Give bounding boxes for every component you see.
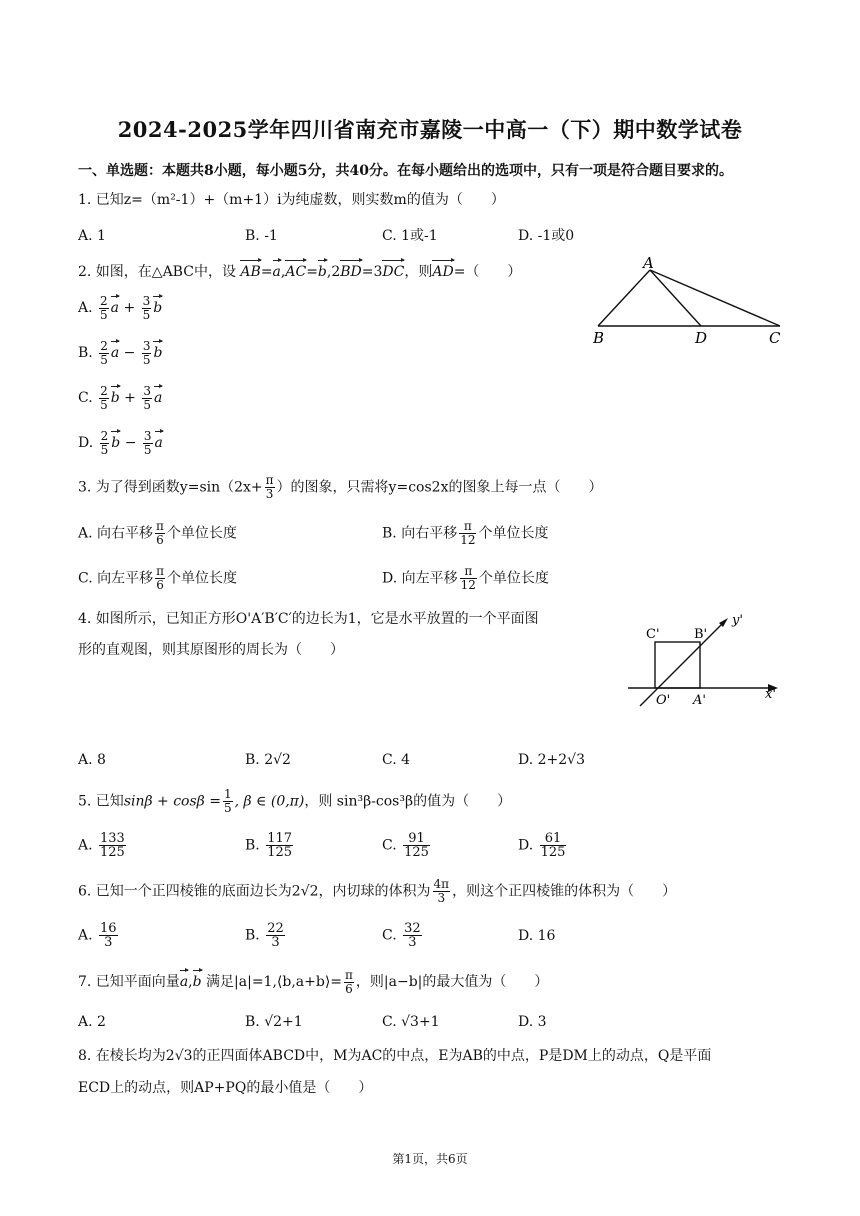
q4-option-a: A. 8 — [78, 752, 106, 768]
q1-option-d: D. -1或0 — [518, 228, 575, 244]
q6-stem: 6. 已知一个正四棱锥的底面边长为2√2，内切球的体积为 $\frac{4\pi}{3}$ ，则这个正四棱锥的体积为（ ） — [78, 877, 677, 905]
square-figure — [620, 606, 790, 716]
q7-option-d: D. 3 — [518, 1014, 547, 1030]
q3-option-a: A. 向右平移 $\frac{\pi}{6}$ 个单位长度 — [78, 519, 237, 547]
q7-option-b: B. √2+1 — [245, 1014, 303, 1030]
q1-option-a: A. 1 — [78, 228, 106, 244]
q5-option-b: B. $\frac{117}{125}$ — [245, 831, 293, 860]
q4-stem-line2: 形的直观图，则其原图形的周长为（ ） — [78, 642, 344, 658]
q8-stem-line1: 8. 在棱长均为2√3的正四面体ABCD中，M为AC的中点，E为AB的中点，P是DM上的动点，Q是平面 — [78, 1048, 712, 1064]
q2-stem-end: =（ ） — [453, 264, 522, 280]
q2-stem-post: ，则 — [404, 264, 433, 280]
q3-option-d: D. 向左平移 $\frac{\pi}{12}$ 个单位长度 — [382, 564, 549, 592]
q4-option-d: D. 2+2√3 — [518, 752, 585, 768]
q2-option-c: C. $\frac{2}{5}$ b + $\frac{3}{5}$ a — [78, 383, 163, 412]
q2-stem: 2. 如图，在△ABC中，设 AB=a,AC=b,2BD=3DC，则AD=（ ） — [78, 258, 521, 282]
q5-stem: 5. 已知sinβ + cosβ = $\frac{1}{5}$ , β ∈ (0,π)，则 sin³β-cos³β的值为（ ） — [78, 787, 512, 815]
q3-option-b: B. 向右平移 $\frac{\pi}{12}$ 个单位长度 — [382, 519, 549, 547]
label-B-prime: B' — [694, 627, 708, 642]
label-D: D — [695, 329, 708, 347]
page-footer: 第1页，共6页 — [392, 1152, 468, 1166]
q7-stem: 7. 已知平面向量a,b 满足|a|=1,⟨b,a+b⟩= $\frac{\pi}{6}$ ，则|a−b|的最大值为（ ） — [78, 967, 549, 996]
q2-option-d: D. $\frac{2}{5}$ b − $\frac{3}{5}$ a — [78, 428, 163, 457]
q2-stem-pre: 2. 如图，在△ABC中，设 — [78, 264, 236, 280]
q7-option-a: A. 2 — [78, 1014, 106, 1030]
label-B: B — [593, 329, 605, 347]
q4-option-b: B. 2√2 — [245, 752, 291, 768]
q2-option-b: B. $\frac{2}{5}$ a − $\frac{3}{5}$ b — [78, 338, 163, 367]
q7-option-c: C. √3+1 — [382, 1014, 440, 1030]
label-C-prime: C' — [646, 627, 660, 642]
section-heading: 一、单选题：本题共8小题，每小题5分，共40分。在每小题给出的选项中，只有一项是符合题目要求的。 — [78, 163, 733, 179]
label-C: C — [769, 329, 781, 347]
triangle-figure — [585, 256, 790, 348]
q5-option-c: C. $\frac{91}{125}$ — [382, 831, 429, 860]
q1-stem: 1. 已知z=（m²-1）+（m+1）i为纯虚数，则实数m的值为（ ） — [78, 192, 505, 208]
q6-option-b: B. $\frac{22}{3}$ — [245, 921, 284, 950]
label-A-prime: A' — [693, 693, 706, 708]
page-title: 2024-2025学年四川省南充市嘉陵一中高一（下）期中数学试卷 — [117, 117, 743, 142]
q2-option-a: A. $\frac{2}{5}$ a + $\frac{3}{5}$ b — [78, 293, 163, 322]
q4-option-c: C. 4 — [382, 752, 411, 768]
q3-option-c: C. 向左平移 $\frac{\pi}{6}$ 个单位长度 — [78, 564, 238, 592]
q8-stem-line2: ECD上的动点，则AP+PQ的最小值是（ ） — [78, 1080, 373, 1096]
q6-option-d: D. 16 — [518, 928, 556, 944]
label-x-prime: x' — [765, 687, 776, 702]
q6-option-c: C. $\frac{32}{3}$ — [382, 921, 421, 950]
q6-option-a: A. $\frac{16}{3}$ — [78, 921, 117, 950]
q1-option-b: B. -1 — [245, 228, 278, 244]
label-O-prime: O' — [656, 693, 671, 708]
label-y-prime: y' — [732, 613, 743, 628]
label-A: A — [643, 256, 654, 272]
q1-option-c: C. 1或-1 — [382, 228, 438, 244]
q5-option-a: A. $\frac{133}{125}$ — [78, 831, 125, 860]
q3-stem: 3. 为了得到函数y=sin（2x+ $\frac{\pi}{3}$ ）的图象，只需将y=cos2x的图象上每一点（ ） — [78, 473, 603, 501]
q5-option-d: D. $\frac{61}{125}$ — [518, 831, 566, 860]
q4-stem-line1: 4. 如图所示，已知正方形O'A′B′C′的边长为1，它是水平放置的一个平面图 — [78, 611, 539, 627]
